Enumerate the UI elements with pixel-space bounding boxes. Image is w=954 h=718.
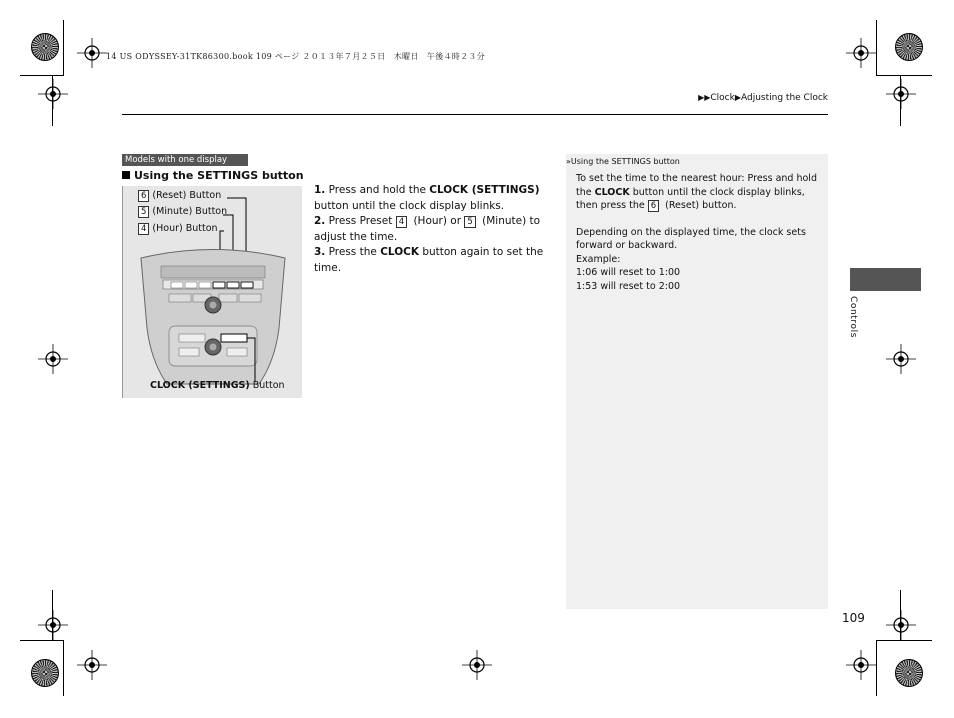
control-panel-figure	[122, 186, 302, 398]
registration-mark-icon	[886, 79, 916, 109]
registration-mark-icon	[846, 650, 876, 680]
figure-label-clock-settings: CLOCK (SETTINGS) Button	[150, 380, 285, 391]
registration-mark-icon	[38, 79, 68, 109]
step-2: 2. Press Preset 4 (Hour) or 5 (Minute) to adjust the time.	[314, 215, 541, 243]
figure-label-hour: 4 (Hour) Button	[138, 223, 218, 235]
key-5-icon: 5	[464, 216, 475, 228]
step-1: 1. Press and hold the CLOCK (SETTINGS) button until the clock display blinks.	[314, 184, 540, 212]
breadcrumb	[698, 93, 828, 103]
registration-mark-icon	[38, 344, 68, 374]
registration-mark-icon	[886, 610, 916, 640]
registration-mark-icon	[77, 38, 107, 68]
figure-label-reset: 6 (Reset) Button	[138, 190, 221, 202]
color-rosette-icon	[31, 33, 59, 61]
key-6-icon: 6	[648, 200, 659, 212]
key-4-icon: 4	[138, 223, 149, 235]
header-rule	[122, 114, 828, 115]
color-rosette-icon	[895, 33, 923, 61]
registration-mark-icon	[77, 650, 107, 680]
reference-marker-icon: »	[566, 157, 571, 166]
key-6-icon: 6	[138, 190, 149, 202]
chapter-thumb-tab[interactable]	[850, 268, 921, 291]
side-note-body	[576, 172, 821, 293]
section-title-text: Using the SETTINGS button	[134, 169, 304, 182]
side-note-para-1: To set the time to the nearest hour: Press and hold the CLOCK button until the clock display blinks, then press the 6 (Reset) button.	[576, 173, 817, 211]
bullet-square-icon	[122, 171, 130, 179]
side-note-example-1: 1:06 will reset to 1:00	[576, 267, 681, 278]
key-4-icon: 4	[396, 216, 407, 228]
models-label: Models with one display	[122, 154, 248, 166]
section-title	[122, 169, 304, 182]
registration-mark-icon	[38, 610, 68, 640]
key-5-icon: 5	[138, 206, 149, 218]
print-header: 14 US ODYSSEY-31TK86300.book 109 ページ ２０１３年７月２５日 木曜日 午後４時２３分	[106, 52, 486, 61]
registration-mark-icon	[886, 344, 916, 374]
breadcrumb-topic[interactable]: Adjusting the Clock	[741, 93, 828, 103]
color-rosette-icon	[895, 659, 923, 687]
registration-mark-icon	[846, 38, 876, 68]
page-number: 109	[842, 611, 865, 625]
side-note-panel	[566, 154, 828, 609]
breadcrumb-prefix: ▶▶	[698, 93, 711, 102]
breadcrumb-separator: ▶	[734, 93, 741, 102]
figure-label-minute: 5 (Minute) Button	[138, 206, 227, 218]
instruction-steps	[314, 183, 544, 276]
side-note-title: »Using the SETTINGS button	[566, 157, 680, 166]
chapter-thumb-label: Controls	[848, 296, 858, 339]
side-note-example-label: Example:	[576, 253, 621, 265]
registration-mark-icon	[462, 650, 492, 680]
breadcrumb-section[interactable]: Clock	[710, 93, 735, 103]
center-stack-illustration	[123, 186, 302, 398]
side-note-para-2: Depending on the displayed time, the clock sets forward or backward.	[576, 226, 806, 251]
step-3: 3. Press the CLOCK button again to set the time.	[314, 246, 544, 274]
color-rosette-icon	[31, 659, 59, 687]
side-note-example-2: 1:53 will reset to 2:00	[576, 280, 681, 292]
